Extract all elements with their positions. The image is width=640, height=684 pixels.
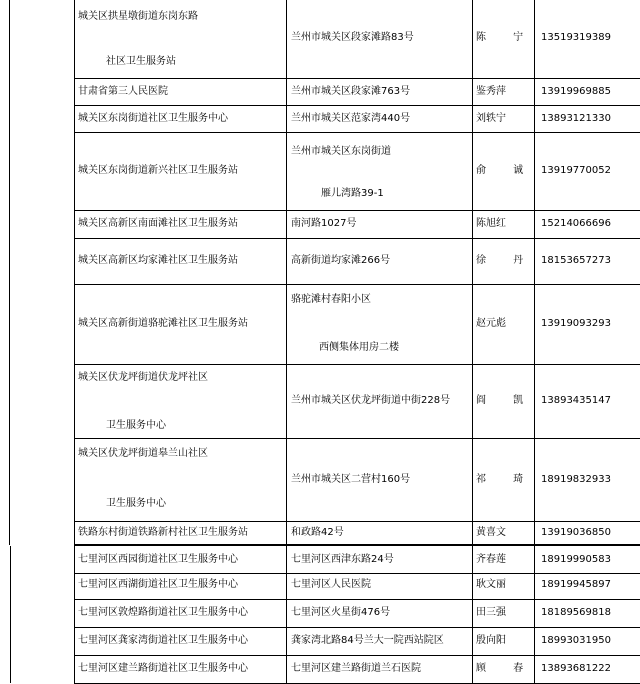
phone-number: 15214066696 [541, 218, 611, 229]
address-cell [287, 599, 473, 627]
address: 高新街道均家滩266号 [291, 255, 391, 266]
phone-cell [535, 78, 640, 105]
table-row [74, 655, 640, 684]
address-cell [287, 521, 473, 544]
contact-person-cell [473, 78, 535, 105]
facility-name: 城关区高新区均家滩社区卫生服务站 [78, 255, 238, 266]
contact-person-cell [473, 132, 535, 210]
address-cell [287, 132, 473, 210]
phone-number: 18189569818 [541, 607, 611, 618]
contact-person-cell [473, 238, 535, 284]
facility-name: 城关区伏龙坪街道伏龙坪社区 [78, 372, 208, 383]
table-row [74, 364, 640, 439]
phone-cell [535, 238, 640, 284]
contact-person-cell [473, 0, 535, 78]
address: 龚家湾北路84号兰大一院西站院区 [291, 635, 444, 646]
facility-name: 城关区高新街道骆驼滩社区卫生服务站 [78, 318, 248, 329]
address-cell [287, 546, 473, 573]
phone-cell [535, 655, 640, 683]
phone-number: 13919969885 [541, 85, 611, 97]
facility-name: 七里河区敦煌路街道社区卫生服务中心 [78, 607, 248, 618]
address-cell [287, 438, 473, 521]
facility-name: 甘肃省第三人民医院 [78, 85, 168, 97]
district-column-border-lower [10, 546, 11, 683]
table-row [74, 521, 640, 545]
phone-number: 18919945897 [541, 579, 611, 590]
phone-number: 18993031950 [541, 635, 611, 646]
address-cell [287, 105, 473, 132]
facility-name: 城关区拱星墩街道东岗东路 [78, 11, 198, 22]
facility-name: 七里河区龚家湾街道社区卫生服务中心 [78, 635, 248, 646]
table-row [74, 105, 640, 133]
address-cell [287, 655, 473, 683]
facility-name: 卫生服务中心 [106, 420, 166, 431]
table-row [74, 599, 640, 628]
facility-name-cell [74, 655, 287, 683]
facility-name: 社区卫生服务站 [106, 56, 176, 67]
facility-name: 七里河区西园街道社区卫生服务中心 [78, 553, 238, 565]
address-cell [287, 571, 473, 599]
facility-name-cell [74, 521, 287, 544]
facility-name-cell [74, 571, 287, 599]
phone-number: 13919036850 [541, 526, 611, 538]
contact-person-cell [473, 210, 535, 238]
phone-number: 18919990583 [541, 553, 611, 565]
facility-name: 城关区高新区南面滩社区卫生服务站 [78, 218, 238, 229]
facility-name-cell [74, 210, 287, 238]
phone-cell [535, 132, 640, 210]
contact-person: 陈 宁 [476, 32, 536, 43]
facility-name: 城关区伏龙坪街道皋兰山社区 [78, 448, 208, 459]
facility-name-cell [74, 284, 287, 364]
address: 兰州市城关区二营村160号 [291, 473, 411, 485]
facility-name-cell [74, 0, 287, 78]
address-cell [287, 364, 473, 438]
contact-person-cell [473, 284, 535, 364]
contact-person-cell [473, 627, 535, 655]
phone-number: 13919770052 [541, 165, 611, 176]
phone-cell [535, 0, 640, 78]
phone-cell [535, 364, 640, 438]
table-row [74, 284, 640, 365]
phone-number: 13893681222 [541, 663, 611, 674]
phone-number: 13893435147 [541, 395, 611, 406]
address-cell [287, 627, 473, 655]
contact-person-cell [473, 364, 535, 438]
table-row [74, 627, 640, 656]
facility-name-cell [74, 132, 287, 210]
contact-person: 祁 琦 [476, 473, 536, 485]
phone-cell [535, 521, 640, 544]
contact-person: 田三强 [476, 607, 506, 618]
contact-person: 刘轶宁 [476, 112, 506, 124]
contact-person-cell [473, 521, 535, 544]
facility-name: 七里河区建兰路街道社区卫生服务中心 [78, 663, 248, 674]
contact-person: 黄喜文 [476, 526, 506, 538]
table-row [74, 132, 640, 211]
facility-name-cell [74, 438, 287, 521]
address-cell [287, 210, 473, 238]
phone-number: 18153657273 [541, 255, 611, 266]
phone-cell [535, 438, 640, 521]
table-row [74, 78, 640, 106]
phone-number: 13919093293 [541, 318, 611, 329]
phone-cell [535, 571, 640, 599]
table-row [74, 571, 640, 600]
address: 南河路1027号 [291, 218, 357, 229]
address: 七里河区人民医院 [291, 579, 371, 590]
facility-name-cell [74, 105, 287, 132]
contact-person: 俞 诚 [476, 165, 536, 176]
address: 兰州市城关区段家滩路83号 [291, 32, 414, 43]
contact-person-cell [473, 438, 535, 521]
facility-name: 城关区东岗街道社区卫生服务中心 [78, 112, 228, 124]
contact-person: 鉴秀萍 [476, 85, 506, 97]
address: 西侧集体用房二楼 [319, 342, 399, 353]
address: 七里河区西津东路24号 [291, 553, 394, 565]
address: 七里河区建兰路街道兰石医院 [291, 663, 421, 674]
address: 和政路42号 [291, 526, 344, 538]
facility-name-cell [74, 599, 287, 627]
phone-cell [535, 105, 640, 132]
phone-cell [535, 284, 640, 364]
facility-name: 铁路东村街道铁路新村社区卫生服务站 [78, 526, 248, 538]
outer-left-border [9, 0, 10, 545]
address: 兰州市城关区伏龙坪街道中街228号 [291, 395, 451, 406]
address: 雁儿湾路39-1 [321, 188, 384, 199]
facility-name-cell [74, 238, 287, 284]
facility-name: 卫生服务中心 [106, 498, 166, 509]
phone-number: 18919832933 [541, 473, 611, 485]
facility-name: 城关区东岗街道新兴社区卫生服务站 [78, 165, 238, 176]
address-cell [287, 238, 473, 284]
address: 七里河区火星街476号 [291, 607, 391, 618]
address: 兰州市城关区东岗街道 [291, 146, 391, 157]
contact-person-cell [473, 546, 535, 573]
phone-cell [535, 627, 640, 655]
address: 兰州市城关区范家湾440号 [291, 112, 411, 124]
contact-person: 赵元彪 [476, 318, 506, 329]
facility-name-cell [74, 627, 287, 655]
table-row [74, 544, 640, 574]
address: 骆驼滩村春阳小区 [291, 294, 371, 305]
contact-person: 齐春莲 [476, 553, 506, 565]
contact-person-cell [473, 655, 535, 683]
contact-person-cell [473, 105, 535, 132]
phone-cell [535, 546, 640, 573]
phone-number: 13893121330 [541, 112, 611, 124]
contact-person: 陈旭红 [476, 218, 506, 229]
phone-cell [535, 599, 640, 627]
facility-name-cell [74, 78, 287, 105]
contact-person: 殷向阳 [476, 635, 506, 646]
contact-person-cell [473, 571, 535, 599]
contact-person: 顾 春 [476, 663, 536, 674]
address: 兰州市城关区段家滩763号 [291, 85, 411, 97]
contact-person: 耿文丽 [476, 579, 506, 590]
table-row [74, 0, 640, 79]
facility-name-cell [74, 364, 287, 438]
table-row [74, 238, 640, 285]
facility-name: 七里河区西湖街道社区卫生服务中心 [78, 579, 238, 590]
contact-person: 阎 凯 [476, 395, 536, 406]
table-row [74, 438, 640, 522]
table-row [74, 210, 640, 239]
contact-person: 徐 丹 [476, 255, 536, 266]
phone-cell [535, 210, 640, 238]
phone-number: 13519319389 [541, 32, 611, 43]
address-cell [287, 78, 473, 105]
facility-name-cell [74, 546, 287, 573]
contact-person-cell [473, 599, 535, 627]
address-cell [287, 0, 473, 78]
address-cell [287, 284, 473, 364]
